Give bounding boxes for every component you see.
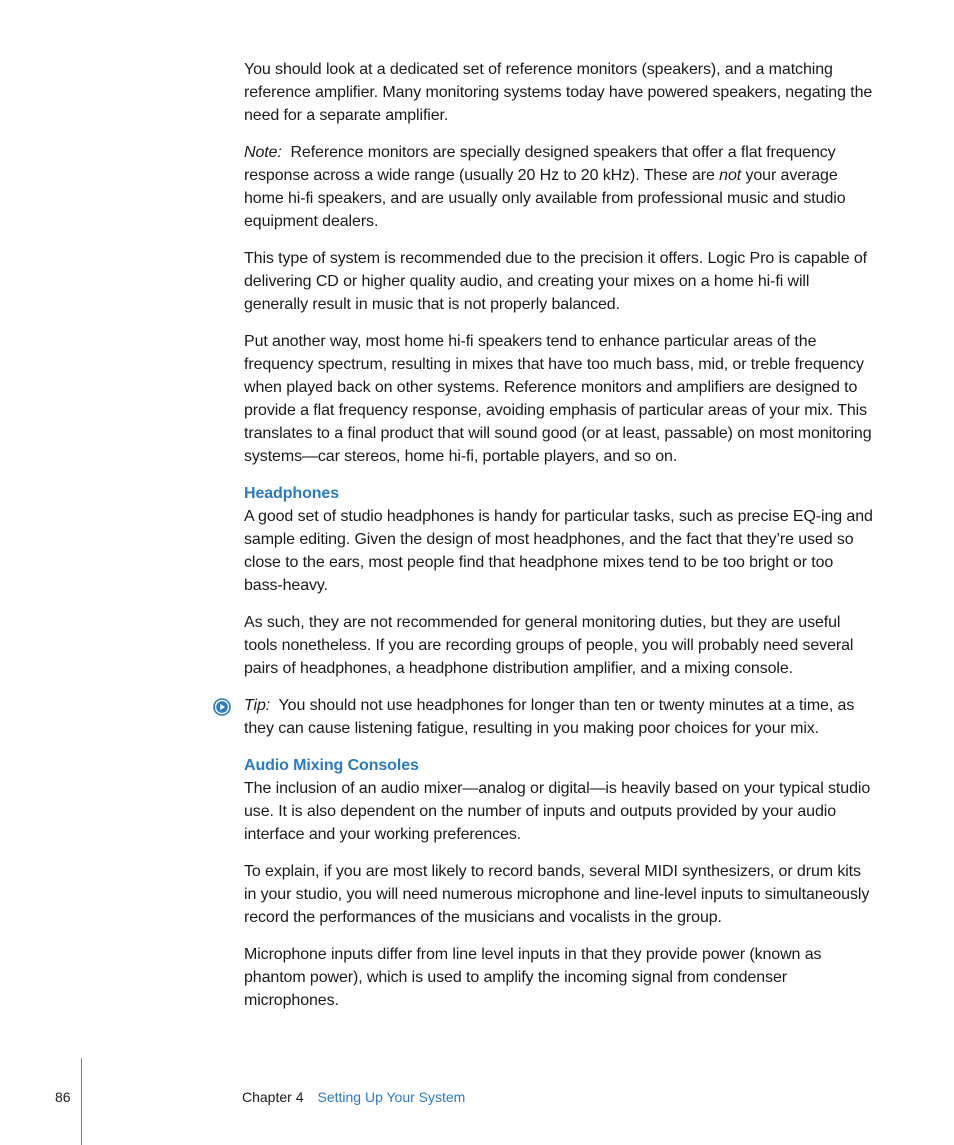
spectrum-paragraph: Put another way, most home hi-fi speakers tend to enhance particular areas of the frequency spectrum, resulting in mixes that have too much bass, mid, or treble frequency when played back on other systems. Reference monitors and amplifiers are designed to provide a flat frequency response, avoiding emphasis of particular areas of your mix. This translates to a final product that will sound good (or at least, passable) on most monitoring systems—car stereos, home hi-fi, portable players, and so on. <box>244 333 872 465</box>
tip-paragraph <box>244 694 874 740</box>
consoles-paragraph-2: To explain, if you are most likely to record bands, several MIDI synthesizers, or drum kits in your studio, you will need numerous microphone and line-level inputs to simultaneously record the performances of the musicians and vocalists in the group. <box>244 863 870 926</box>
note-emphasis: not <box>719 167 742 184</box>
page-body <box>244 58 874 1026</box>
note-text-a: Reference monitors are specially designed speakers that offer a flat frequency response across a wide range (usually 20 Hz to 20 kHz). These are <box>244 144 836 184</box>
consoles-paragraph-3: Microphone inputs differ from line level inputs in that they provide power (known as phantom power), which is used to amplify the incoming signal from condenser microphones. <box>244 946 822 1009</box>
precision-paragraph: This type of system is recommended due to the precision it offers. Logic Pro is capable of delivering CD or higher quality audio, and creating your mixes on a home hi-fi will generally result in music that is not properly balanced. <box>244 250 868 313</box>
chapter-title: Setting Up Your System <box>317 1089 466 1105</box>
chapter-label: Chapter 4 <box>242 1089 304 1105</box>
headphones-heading: Headphones <box>244 485 340 502</box>
note-label: Note: <box>244 144 282 161</box>
note-paragraph <box>244 141 874 233</box>
intro-paragraph: You should look at a dedicated set of reference monitors (speakers), and a matching reference amplifier. Many monitoring systems today have powered speakers, negating the need for a separate amplifier. <box>244 61 873 124</box>
consoles-heading: Audio Mixing Consoles <box>244 757 419 774</box>
note-text-b: your average home hi-fi speakers, and are usually only available from professional music and studio equipment dealers. <box>244 167 846 230</box>
chapter-footer <box>242 1088 465 1106</box>
footer-divider <box>81 1058 82 1145</box>
headphones-paragraph-2: As such, they are not recommended for general monitoring duties, but they are useful tools nonetheless. If you are recording groups of people, you will probably need several pairs of headphones, a headphone distribution amplifier, and a mixing console. <box>244 614 854 677</box>
headphones-paragraph-1: A good set of studio headphones is handy for particular tasks, such as precise EQ-ing and sample editing. Given the design of most headphones, and the fact that they’re used so close to the ears, most people find that headphone mixes tend to be too bright or too bass-heavy. <box>244 508 873 594</box>
page-number: 86 <box>55 1089 71 1105</box>
tip-label: Tip: <box>244 697 271 714</box>
tip-text: You should not use headphones for longer than ten or twenty minutes at a time, as they can cause listening fatigue, resulting in you making poor choices for your mix. <box>244 697 855 737</box>
consoles-paragraph-1: The inclusion of an audio mixer—analog or digital—is heavily based on your typical studio use. It is also dependent on the number of inputs and outputs provided by your audio interface and your working preferences. <box>244 780 871 843</box>
play-arrow-circle-icon <box>213 698 231 716</box>
